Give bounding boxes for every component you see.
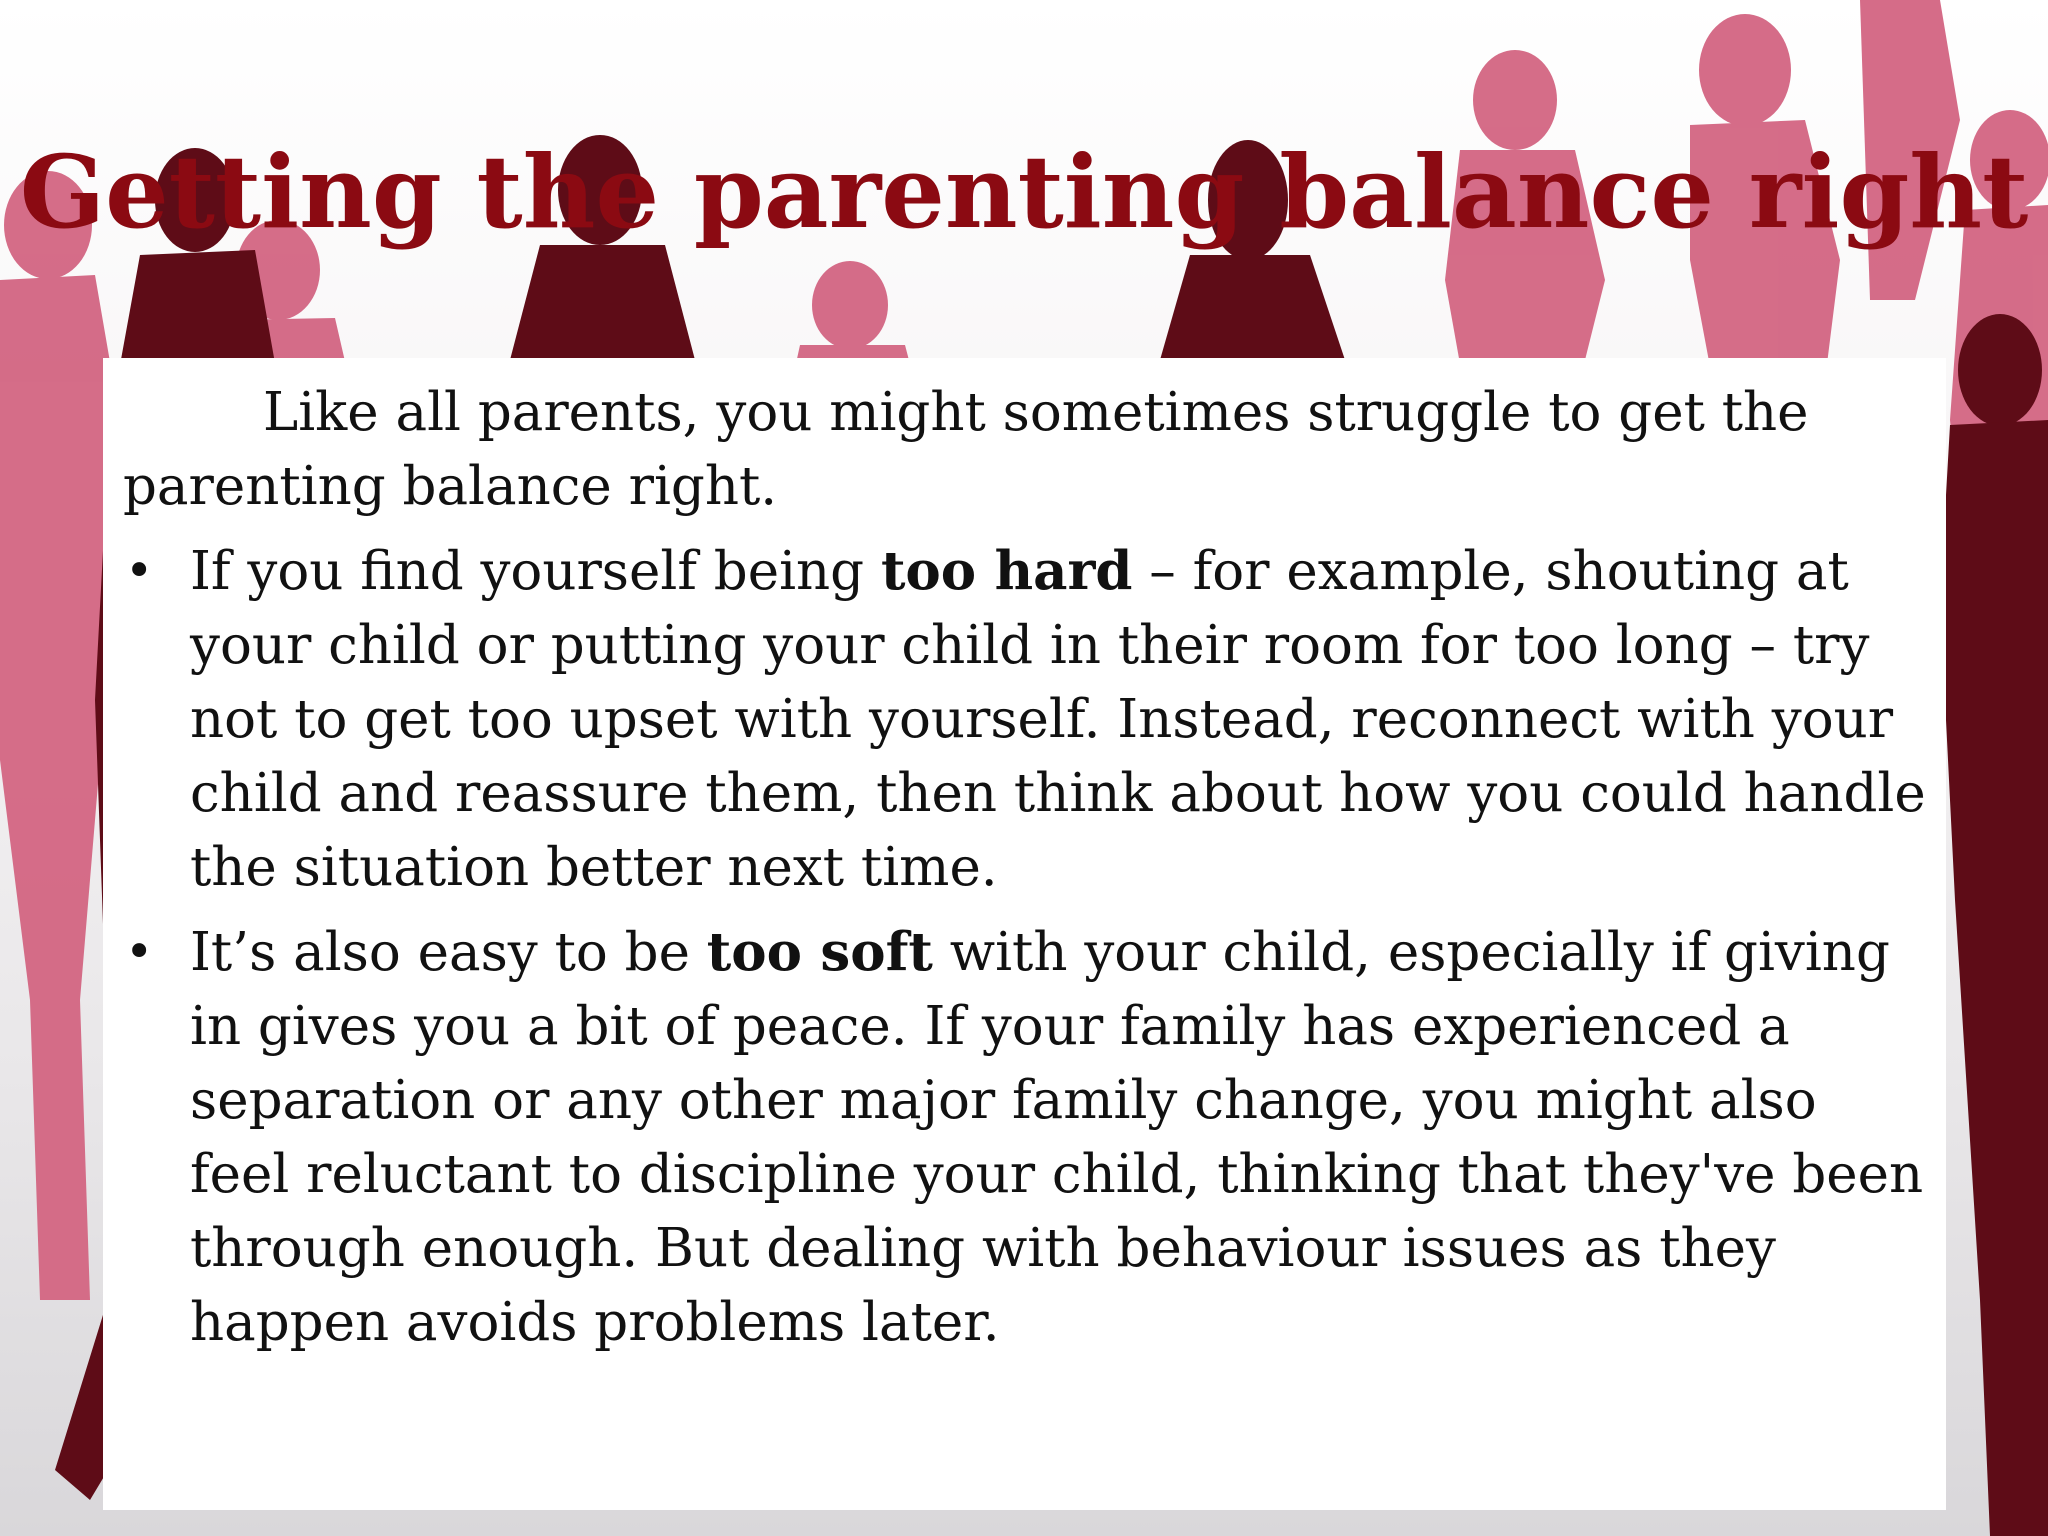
bullet-text-before: It’s also easy to be	[190, 922, 707, 983]
bullet-list	[123, 534, 1928, 1360]
list-item	[123, 915, 1928, 1360]
bullet-text-after: – for example, shouting at your child or putting your child in their room for too long – try not to get too upset with yourself. Instead, reconnect with your child and reassure them, then think about how you could handle the situation better next time.	[190, 541, 1926, 898]
content-box	[103, 358, 1946, 1510]
bullet-icon: •	[125, 543, 154, 599]
bullet-emphasis: too soft	[706, 921, 933, 983]
bullet-icon: •	[125, 924, 154, 980]
slide-title: Getting the parenting balance right	[19, 133, 2029, 251]
list-item	[123, 534, 1928, 905]
intro-paragraph: Like all parents, you might sometimes struggle to get the parenting balance right.	[123, 382, 1809, 517]
bullet-emphasis: too hard	[880, 540, 1133, 602]
bullet-text-before: If you find yourself being	[190, 541, 881, 602]
bullet-text-after: with your child, especially if giving in gives you a bit of peace. If your family has experienced a separation or any other major family change, you might also feel reluctant to discipline your child, thinking that they've been through enough. But dealing with behaviour issues as they happen avoids problems later.	[190, 922, 1924, 1353]
